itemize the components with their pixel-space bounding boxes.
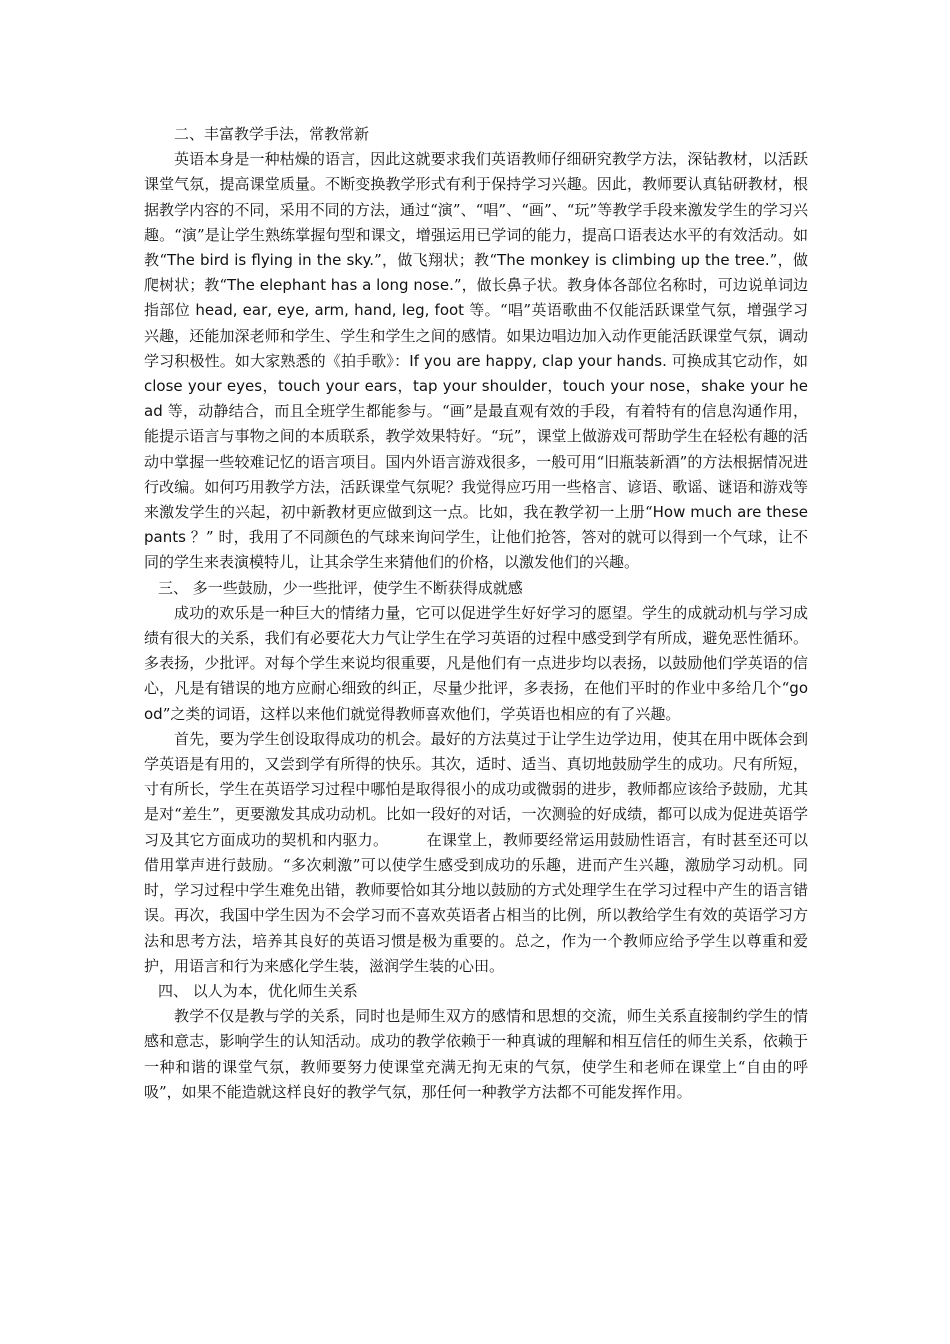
text-run: ”，做长鼻子状。教身体各部位名称时，可边说单词边指部位 [144,276,809,320]
text-run: 英语本身是一种枯燥的语言，因此这就要求我们英语教师仔细研究教学方法，深钻教材，以活跃课堂气氛，提高课堂质量。不断变换教学形式有利于保持学习兴趣。因此，教师要认真钻研教材，根据教学内容的不同，采用不同的方法，通过“演”、“唱”、“画”、“玩”等教学手段来激发学生的学习兴趣。“演”是让学生熟练掌握句型和课文，增强运用已学词的能力，提高口语表达水平的有效活动。如教“ [144,150,808,270]
english-example: close your eyes，touch your ears，tap your shoulder，touch your nose，shake your head [144,377,808,421]
text-run: 可换成其它动作，如 [666,351,808,370]
paragraph-success-opportunities: 首先，要为学生创设取得成功的机会。最好的方法莫过于让学生边学边用，使其在用中既体会到学英语是有用的，又尝到学有所得的快乐。其次，适时、适当、真切地鼓励学生的成功。尺有所短，寸有所长，学生在英语学习过程中哪怕是取得很小的成功或微弱的进步，教师都应该给予鼓励，尤其是对“差生”，更要激发其成功动机。比如一段好的对话，一次测验的好成绩，都可以成为促进英语学习及其它方面成功的契机和内驱力。 在课堂上，教师要经常运用鼓励性语言，有时甚至还可以借用掌声进行鼓励。“多次刺激”可以使学生感受到成功的乐趣，进而产生兴趣，激励学习动机。同时，学习过程中学生难免出错，教师要恰如其分地以鼓励的方式处理学生在学习过程中产生的语言错误。再次，我国中学生因为不会学习而不喜欢英语者占相当的比例，所以教给学生有效的英语学习方法和思考方法，培养其良好的英语习惯是极为重要的。总之，作为一个教师应给予学生以尊重和爱护，用语言和行为来感化学生装，滋润学生装的心田。 [144,729,808,975]
section-heading-2: 二、丰富教学手法，常教常新 [174,125,370,143]
text-run: 等。“唱”英语歌曲不仅能活跃课堂气氛，增强学习兴趣，还能加深老师和学生、学生和学生之间的感情。如果边唱边加入动作更能活跃课堂气氛，调动学习积极性。如大家熟悉的《拍手歌》： [144,301,808,370]
english-example: How much are these pants ？ [144,503,808,547]
text-run: ”之类的词语，这样以来他们就觉得教师喜欢他们，学英语也相应的有了兴趣。 [162,704,681,723]
english-example: The bird is flying in the sky. [167,251,374,270]
paragraph-encouragement [144,601,808,727]
text-run: 等，动静结合，而且全班学生都能参与。“画”是最直观有效的手段，有着特有的信息沟通作用，能提示语言与事物之间的本质联系，教学效果特好。“玩”，课堂上做游戏可帮助学生在轻松有趣的活动中掌握一些较难记忆的语言项目。国内外语言游戏很多，一般可用“旧瓶装新酒”的方法根据情况进行改编。如何巧用教学方法，活跃课堂气氛呢？我觉得应巧用一些格言、谚语、歌谣、谜语和游戏等来激发学生的兴起，初中新教材更应做到这一点。比如，我在教学初一上册“ [144,402,808,522]
english-example: head, ear, eye, arm, hand, leg, foot [195,301,465,320]
english-example: If you are happy, clap your hands. [409,351,667,370]
english-example: good [144,679,808,723]
section-heading-4: 四、 以人为本，优化师生关系 [158,981,358,1000]
text-run: ”，做飞翔状；教“ [373,251,498,270]
english-example: The monkey is climbing up the tree. [497,251,770,270]
document-page [144,122,808,1105]
paragraph-teacher-student-relationship: 教学不仅是教与学的关系，同时也是师生双方的感情和思想的交流，师生关系直接制约学生的情感和意志，影响学生的认知活动。成功的教学依赖于一种真诚的理解和相互信任的师生关系，依赖于一种和谐的课堂气氛，教师要努力使课堂充满无拘无束的气氛，使学生和老师在课堂上“自由的呼吸”，如果不能造就这样良好的教学气氛，那任何一种教学方法都不可能发挥作用。 [144,1007,808,1101]
text-run: ” 时，我用了不同颜色的气球来询问学生，让他们抢答，答对的就可以得到一个气球，让不同的学生来表演模特儿，让其余学生来猜他们的价格，以激发他们的兴趣。 [144,528,808,572]
section-heading-3: 三、 多一些鼓励，少一些批评，使学生不断获得成就感 [158,578,523,597]
text-run: 成功的欢乐是一种巨大的情绪力量，它可以促进学生好好学习的愿望。学生的成就动机与学习成绩有很大的关系，我们有必要花大力气让学生在学习英语的过程中感受到学有所成，避免恶性循环。多表扬，少批评。对每个学生来说均很重要，凡是他们有一点进步均以表扬，以鼓励他们学英语的信心，凡是有错误的地方应耐心细致的纠正，尽量少批评，多表扬，在他们平时的作业中多给几个“ [144,603,808,698]
english-example: The elephant has a long nose. [227,276,454,295]
paragraph-teaching-methods [144,147,808,575]
text-run: ”，做爬树状；教“ [144,251,809,295]
